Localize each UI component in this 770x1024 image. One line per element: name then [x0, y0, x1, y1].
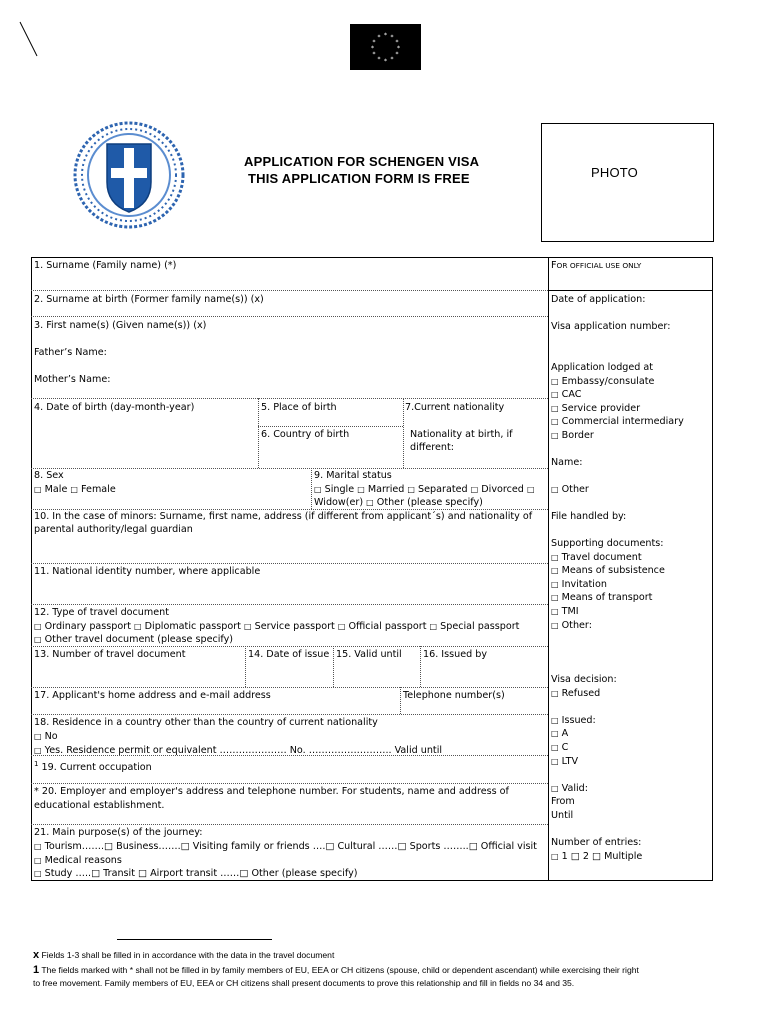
entries-options-label: 1 □ 2 □ Multiple — [561, 851, 643, 862]
official-border[interactable] — [551, 430, 594, 442]
photo-box[interactable] — [541, 123, 714, 242]
official-subsistence[interactable] — [551, 565, 665, 577]
official-valid[interactable] — [551, 783, 588, 795]
svg-text:*: * — [377, 34, 381, 41]
greek-coat-of-arms-icon — [72, 120, 186, 230]
medical-label: Medical reasons — [44, 855, 122, 866]
svg-text:*: * — [372, 39, 376, 46]
tmi-checkbox[interactable]: □ — [551, 607, 559, 616]
official-cac[interactable] — [551, 389, 581, 401]
eu-flag-icon — [350, 24, 421, 70]
official-supporting-docs: Supporting documents: — [551, 538, 664, 549]
divorced-label: Divorced — [481, 484, 524, 495]
field-surname: 1. Surname (Family name) (*) — [34, 260, 177, 271]
other-doc-checkbox[interactable]: □ — [34, 635, 42, 644]
official-travel-doc[interactable] — [551, 552, 642, 564]
official-transport[interactable] — [551, 592, 652, 604]
svg-text:*: * — [390, 56, 394, 63]
special-checkbox[interactable]: □ — [429, 622, 438, 631]
purpose-row-1-label: Tourism…….□ Business…….□ Visiting family or friends ….□ Cultural ……□ Sports ……..□ Official visit — [44, 841, 537, 852]
field-marital-status: 9. Marital status — [314, 470, 392, 481]
issued-checkbox[interactable]: □ — [551, 716, 559, 725]
field-issued-by: 16. Issued by — [423, 649, 488, 660]
male-checkbox[interactable]: □ — [34, 485, 42, 494]
other-marital-checkbox[interactable]: □ — [366, 498, 374, 507]
study-checkbox[interactable]: □ — [34, 869, 42, 878]
footnote-1-mark: 1 — [33, 964, 40, 976]
other-doc-label: Other travel document (please specify) — [44, 634, 234, 645]
invitation-checkbox[interactable]: □ — [551, 580, 559, 589]
separated-label: Separated — [418, 484, 468, 495]
official-heading-rest: OR OFFICIAL USE ONLY — [556, 261, 642, 270]
ordinary-label: Ordinary passport — [44, 621, 131, 632]
other2-label: Other: — [561, 620, 592, 631]
official-from: From — [551, 796, 575, 807]
field-nationality-at-birth-2: different: — [410, 442, 454, 453]
divorced-checkbox[interactable]: □ — [470, 485, 479, 494]
purpose-row-2[interactable] — [34, 855, 122, 867]
official-ltv[interactable] — [551, 756, 578, 768]
field-sex: 8. Sex — [34, 470, 64, 481]
official-checkbox[interactable]: □ — [337, 622, 346, 631]
ltv-checkbox[interactable]: □ — [551, 757, 559, 766]
residence-no-label: No — [44, 731, 58, 742]
field-date-of-birth: 4. Date of birth (day-month-year) — [34, 402, 195, 413]
border-label: Border — [561, 430, 594, 441]
official-other-label: Other — [561, 484, 589, 495]
separated-checkbox[interactable]: □ — [407, 485, 415, 494]
photo-label: PHOTO — [591, 165, 638, 180]
field-minors-2: parental authority/legal guardian — [34, 524, 193, 535]
type-c-checkbox[interactable]: □ — [551, 743, 559, 752]
field-employer-2: educational establishment. — [34, 800, 165, 811]
commercial-checkbox[interactable]: □ — [551, 417, 559, 426]
refused-checkbox[interactable]: □ — [551, 689, 559, 698]
field-nationality-at-birth: Nationality at birth, if — [410, 429, 513, 440]
official-entries: Number of entries: — [551, 837, 642, 848]
single-checkbox[interactable]: □ — [314, 485, 322, 494]
cac-checkbox[interactable]: □ — [551, 390, 559, 399]
official-embassy[interactable] — [551, 376, 654, 388]
svg-text:*: * — [384, 32, 387, 39]
service-label: Service passport — [254, 621, 335, 632]
official-date-of-application: Date of application: — [551, 294, 646, 305]
valid-label: Valid: — [561, 783, 588, 794]
invitation-label: Invitation — [561, 579, 607, 590]
occupation-label: 19. Current occupation — [38, 762, 152, 774]
official-type-a[interactable] — [551, 728, 568, 740]
travel-doc-options[interactable] — [34, 621, 519, 633]
official-file-handled: File handled by: — [551, 511, 627, 522]
purpose-row-3-label: Study …..□ Transit □ Airport transit ……□ Other (please specify) — [44, 868, 358, 879]
footnote-x — [33, 949, 334, 962]
residence-no-checkbox[interactable]: □ — [34, 732, 42, 741]
field-first-names: 3. First name(s) (Given name(s)) (x) — [34, 320, 207, 331]
field-national-id: 11. National identity number, where applicable — [34, 566, 261, 577]
footnote-x-mark: x — [33, 949, 40, 961]
field-home-address: 17. Applicant's home address and e-mail address — [34, 690, 271, 701]
type-a-checkbox[interactable]: □ — [551, 729, 559, 738]
medical-checkbox[interactable]: □ — [34, 856, 42, 865]
subsistence-checkbox[interactable]: □ — [551, 566, 559, 575]
marital-options[interactable] — [314, 484, 535, 496]
widow-label: Widow(er) — [314, 497, 364, 508]
svg-text:*: * — [395, 39, 399, 46]
single-label: Single — [324, 484, 355, 495]
field-surname-at-birth: 2. Surname at birth (Former family name(s)) (x) — [34, 294, 264, 305]
svg-text:*: * — [390, 34, 394, 41]
ordinary-checkbox[interactable]: □ — [34, 622, 42, 631]
embassy-checkbox[interactable]: □ — [551, 377, 559, 386]
marital-options-2[interactable] — [314, 497, 483, 509]
official-commercial[interactable] — [551, 416, 684, 428]
travel-doc-checkbox[interactable]: □ — [551, 553, 559, 562]
type-a-label: A — [561, 728, 569, 739]
special-label: Special passport — [440, 621, 520, 632]
field-employer: * 20. Employer and employer's address and telephone number. For students, name and address of — [34, 786, 509, 797]
field-occupation — [34, 758, 152, 774]
form-subtitle: THIS APPLICATION FORM IS FREE — [248, 171, 470, 186]
official-invitation[interactable] — [551, 579, 607, 591]
married-label: Married — [367, 484, 405, 495]
official-tmi[interactable] — [551, 606, 579, 618]
official-until: Until — [551, 810, 574, 821]
travel-doc-label: Travel document — [561, 552, 642, 563]
diplomatic-label: Diplomatic passport — [144, 621, 241, 632]
official-label: Official passport — [348, 621, 427, 632]
other2-checkbox[interactable]: □ — [551, 621, 559, 630]
occupation-footnote-mark: 1 — [34, 760, 39, 768]
official-visa-decision: Visa decision: — [551, 674, 617, 685]
field-mother-name: Mother’s Name: — [34, 374, 111, 385]
purpose-row-3[interactable] — [34, 868, 358, 880]
svg-text:*: * — [395, 51, 399, 58]
official-other-checkbox[interactable]: □ — [551, 485, 559, 494]
footnote-x-text: Fields 1-3 shall be filled in in accordance with the data in the travel document — [41, 950, 335, 960]
tmi-label: TMI — [561, 606, 579, 617]
commercial-label: Commercial intermediary — [561, 416, 684, 427]
service-provider-checkbox[interactable]: □ — [551, 404, 559, 413]
svg-text:*: * — [397, 45, 400, 52]
svg-text:*: * — [384, 58, 387, 65]
svg-text:*: * — [377, 56, 381, 63]
official-refused[interactable] — [551, 688, 600, 700]
field-current-nationality: 7.Current nationality — [405, 402, 505, 413]
widow-checkbox-left[interactable]: □ — [526, 485, 535, 494]
official-issued[interactable] — [551, 715, 596, 727]
official-type-c[interactable] — [551, 742, 568, 754]
field-valid-until: 15. Valid until — [336, 649, 402, 660]
official-other[interactable] — [551, 484, 589, 496]
diplomatic-checkbox[interactable]: □ — [134, 622, 142, 631]
field-travel-doc-type: 12. Type of travel document — [34, 607, 169, 618]
official-lodged-at: Application lodged at — [551, 362, 654, 373]
other-travel-doc[interactable] — [34, 634, 233, 646]
field-place-of-birth: 5. Place of birth — [261, 402, 337, 413]
field-father-name: Father’s Name: — [34, 347, 107, 358]
official-entries-options[interactable] — [551, 851, 642, 863]
cac-label: CAC — [561, 389, 582, 400]
purpose-row-1[interactable] — [34, 841, 537, 853]
residence-yes-label: Yes. Residence permit or equivalent ………………… No. …………………….. Valid until — [44, 745, 443, 756]
svg-text:*: * — [372, 51, 376, 58]
field-telephone: Telephone number(s) — [403, 690, 505, 701]
residence-yes[interactable] — [34, 745, 442, 757]
female-checkbox[interactable]: □ — [70, 485, 78, 494]
subsistence-label: Means of subsistence — [561, 565, 665, 576]
valid-checkbox[interactable]: □ — [551, 784, 559, 793]
field-minors: 10. In the case of minors: Surname, first name, address (if different from applicant´s) and nationality of — [34, 511, 533, 522]
refused-label: Refused — [561, 688, 601, 699]
entries-1-checkbox[interactable]: □ — [551, 852, 559, 861]
field-purpose: 21. Main purpose(s) of the journey: — [34, 827, 203, 838]
official-use-heading — [551, 260, 641, 272]
issued-label: Issued: — [561, 715, 596, 726]
footnote-1-text-l2: to free movement. Family members of EU, EEA or CH citizens shall present documents to prove this relationship and fill in fields no 34 and 35. — [33, 978, 575, 988]
footnote-1-text-l1: The fields marked with * shall not be filled in by family members of EU, EEA or CH citizens (spouse, child or dependent ascendant) while exercising their right — [41, 965, 639, 975]
tourism-checkbox[interactable]: □ — [34, 842, 42, 851]
residence-no[interactable] — [34, 731, 58, 743]
field-travel-doc-number: 13. Number of travel document — [34, 649, 186, 660]
svg-text:*: * — [371, 45, 374, 52]
male-label: Male — [44, 484, 68, 495]
female-label: Female — [81, 484, 116, 495]
type-c-label: C — [561, 742, 569, 753]
field-country-of-birth: 6. Country of birth — [261, 429, 350, 440]
service-checkbox[interactable]: □ — [244, 622, 252, 631]
official-other2[interactable] — [551, 620, 592, 632]
married-checkbox[interactable]: □ — [357, 485, 365, 494]
transport-label: Means of transport — [561, 592, 653, 603]
footnote-1 — [33, 964, 723, 990]
sex-options[interactable] — [34, 484, 116, 496]
border-checkbox[interactable]: □ — [551, 431, 559, 440]
official-heading-initial: F — [551, 260, 557, 271]
field-residence: 18. Residence in a country other than the country of current nationality — [34, 717, 378, 728]
official-visa-application-number: Visa application number: — [551, 321, 671, 332]
ltv-label: LTV — [561, 756, 579, 767]
field-date-of-issue: 14. Date of issue — [248, 649, 330, 660]
transport-checkbox[interactable]: □ — [551, 593, 559, 602]
official-name: Name: — [551, 457, 583, 468]
other-marital-label: Other (please specify) — [376, 497, 483, 508]
official-service-provider[interactable] — [551, 403, 640, 415]
corner-line — [0, 0, 40, 60]
form-title: APPLICATION FOR SCHENGEN VISA — [244, 154, 480, 169]
service-provider-label: Service provider — [561, 403, 641, 414]
embassy-label: Embassy/consulate — [561, 376, 655, 387]
residence-yes-checkbox[interactable]: □ — [34, 746, 42, 755]
